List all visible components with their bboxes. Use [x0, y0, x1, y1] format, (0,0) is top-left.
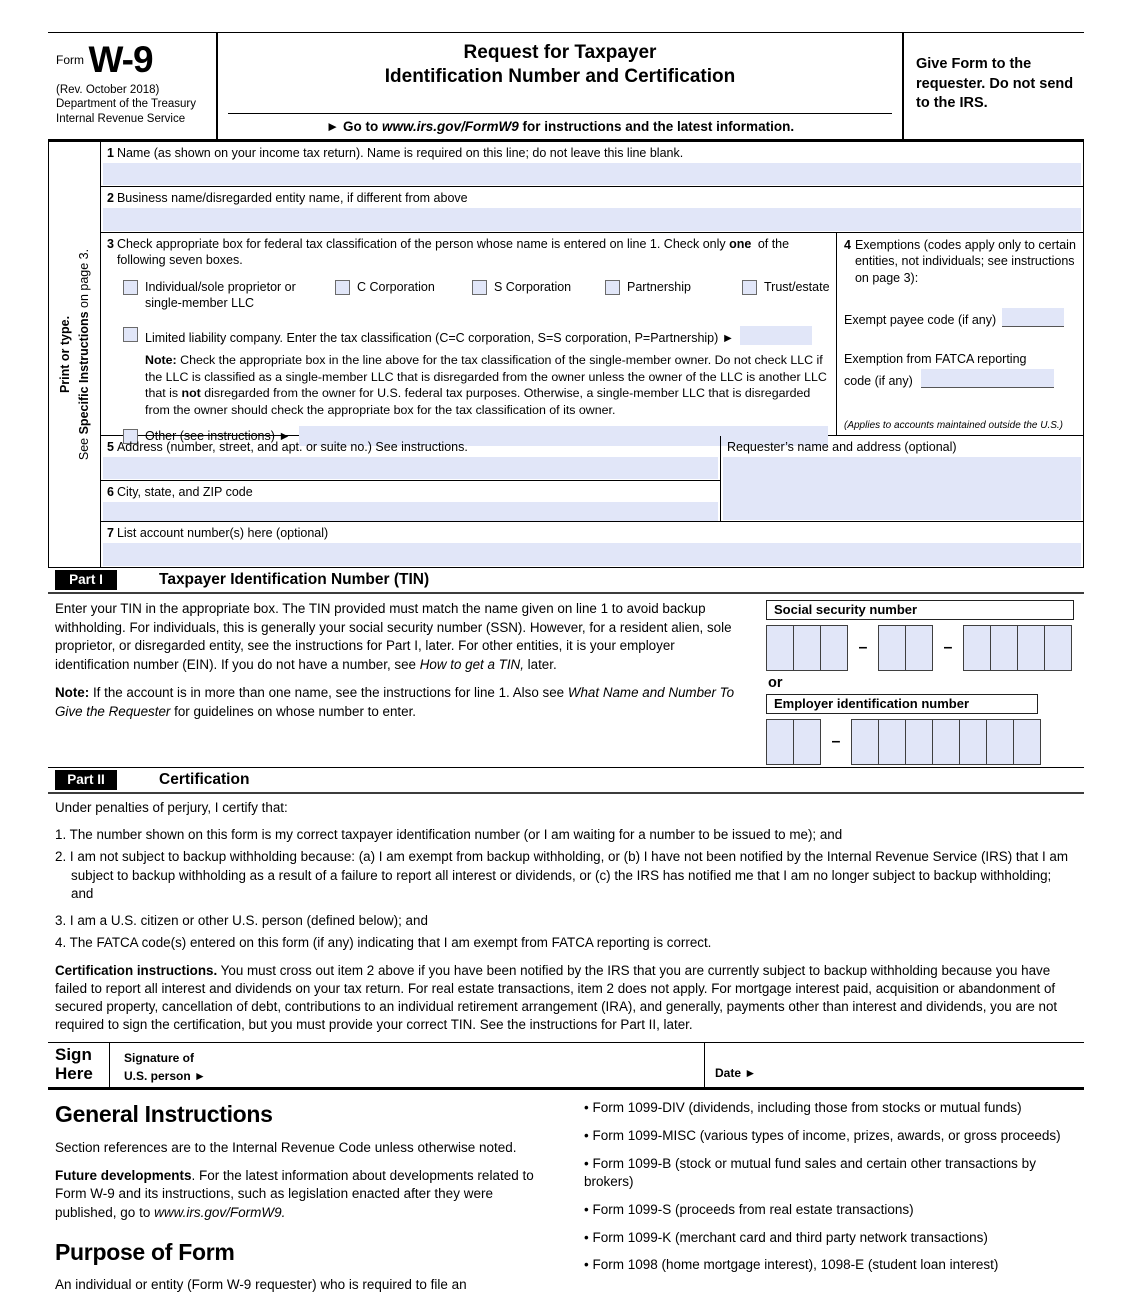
irs-url-link[interactable]: www.irs.gov/FormW9: [382, 119, 519, 134]
part2-body: [48, 794, 1084, 1043]
form-title-block: [218, 33, 902, 139]
bullet-1099-s: • Form 1099-S (proceeds from real estate transactions): [584, 1201, 914, 1217]
fatca-code-input[interactable]: [921, 369, 1054, 388]
give-form-note: Give Form to the requester. Do not send to the IRS.: [902, 33, 1084, 139]
ssn-input-cells: [766, 625, 1074, 671]
part1-note: Note: If the account is in more than one name, see the instructions for line 1. Also see What Name and Number To Give the Requester for guidelines on whose number to enter.: [55, 685, 735, 719]
line3-tax-classification: [101, 233, 837, 444]
instructions-right-column: [584, 1099, 1077, 1304]
individual-checkbox[interactable]: [123, 280, 138, 295]
future-developments-paragraph: Future developments. For the latest information about developments related to Form W-9 and its instructions, such as legislation enacted after they were published, go to www.irs.gov/FormW9.: [55, 1167, 534, 1221]
ein-label: Employer identification number: [766, 694, 1038, 714]
tin-cell[interactable]: [878, 625, 906, 671]
general-instructions-section: [48, 1090, 1084, 1304]
sign-here-label: Sign Here: [48, 1043, 110, 1087]
part2-header: [48, 768, 1084, 794]
part1-instructions: [48, 598, 760, 765]
ssn-label: Social security number: [766, 600, 1074, 620]
certification-item-1: 1. The number shown on this form is my correct taxpayer identification number (or I am waiting for a number to be issued to me); and: [55, 827, 843, 843]
line3-label: 3 Check appropriate box for federal tax classification of the person whose name is entered on line 1. Check only one of the following seven boxes.: [107, 237, 790, 268]
fatca-footnote: (Applies to accounts maintained outside the U.S.): [844, 420, 1064, 431]
w9-form: [48, 32, 1084, 1304]
requester-input[interactable]: [723, 457, 1081, 520]
checkbox-item-partnership: Partnership: [605, 279, 742, 313]
tin-cell-group: [963, 625, 1072, 671]
form-revision: (Rev. October 2018): [56, 84, 160, 96]
tin-cell[interactable]: [793, 625, 821, 671]
line1-name-row: [101, 142, 1083, 187]
form-number: W-9: [88, 39, 153, 80]
general-instructions-title: General Instructions: [55, 1101, 273, 1128]
line4-exemptions: [837, 233, 1083, 435]
form-title: Request for Taxpayer Identification Number and Certification: [384, 42, 736, 87]
line6-city-row: [101, 481, 720, 521]
date-label: Date ►: [715, 1066, 757, 1081]
certification-item-4: 4. The FATCA code(s) entered on this form (if any) indicating that I am exempt from FATCA reporting is correct.: [55, 935, 712, 951]
field-rows: [48, 142, 1084, 568]
line3-line4-row: [101, 233, 1083, 444]
certification-item-3: 3. I am a U.S. citizen or other U.S. person (defined below); and: [55, 913, 428, 929]
trust-estate-checkbox[interactable]: [742, 280, 757, 295]
tin-cell[interactable]: [1044, 625, 1072, 671]
bullet-1098: • Form 1098 (home mortgage interest), 1098-E (student loan interest): [584, 1257, 999, 1273]
tin-cell-group: [851, 719, 1041, 765]
or-label: or: [768, 675, 783, 691]
other-row: Other (see instructions) ►: [123, 426, 830, 446]
checkbox-item-trust-estate: Trust/estate: [742, 279, 830, 313]
name-input[interactable]: [103, 163, 1081, 185]
tin-cell[interactable]: [1017, 625, 1045, 671]
part1-body: [48, 594, 1084, 768]
partnership-checkbox[interactable]: [605, 280, 620, 295]
requester-label: Requester’s name and address (optional): [727, 440, 957, 454]
exempt-payee-row: Exempt payee code (if any): [844, 308, 1076, 327]
tin-cell[interactable]: [878, 719, 906, 765]
tin-cell[interactable]: [986, 719, 1014, 765]
llc-note: Note: Check the appropriate box in the line above for the tax classification of the single-member owner. Do not check LLC if the LLC is classified as a single-member LLC that is disregarded from the owner unless the owner of the LLC is another LLC that is not disregarded from the owner for U.S. federal tax purposes. Otherwise, a single-member LLC that is disregarded from the owner should check the appropriate box for the tax classification of its owner.: [145, 353, 827, 417]
certification-item-2: 2. I am not subject to backup withholding because: (a) I am exempt from backup withholding, or (b) I have not been notified by the Internal Revenue Service (IRS) that I am subject to backup withholding as a result of a failure to report all interest or dividends, or (c) the IRS has notified me that I am no longer subject to backup withholding; and: [55, 849, 1069, 901]
line4-label: 4 Exemptions (codes apply only to certain entities, not individuals; see instructions on page 3):: [844, 238, 1076, 285]
tin-dash: –: [943, 639, 953, 656]
s-corporation-checkbox[interactable]: [472, 280, 487, 295]
print-or-type-label: Print or type. See Specific Instructions on page 3.: [58, 248, 91, 461]
tin-cell[interactable]: [905, 625, 933, 671]
line2-label: 2 Business name/disregarded entity name, if different from above: [107, 191, 468, 205]
purpose-paragraph: An individual or entity (Form W-9 requester) who is required to file an: [55, 1277, 467, 1293]
tin-cell[interactable]: [820, 625, 848, 671]
llc-checkbox[interactable]: [123, 327, 138, 342]
tin-cell-group: [878, 625, 933, 671]
tin-cell[interactable]: [793, 719, 821, 765]
future-url-link[interactable]: www.irs.gov/FormW9.: [154, 1205, 286, 1221]
tin-cell-group: [766, 719, 821, 765]
requester-box: [721, 436, 1083, 521]
signature-cell: [110, 1043, 705, 1087]
exempt-payee-code-input[interactable]: [1002, 308, 1064, 327]
line7-account-row: [101, 522, 1083, 567]
tin-cell-group: [766, 625, 848, 671]
agency-line1: Department of the Treasury: [56, 98, 196, 111]
llc-classification-input[interactable]: [740, 326, 812, 345]
form-id-block: [48, 33, 218, 139]
tin-cell[interactable]: [959, 719, 987, 765]
line5-address-row: [101, 436, 720, 481]
bullet-1099-b: • Form 1099-B (stock or mutual fund sales and certain other transactions by brokers): [584, 1155, 1036, 1190]
ein-input-cells: [766, 719, 1074, 765]
bullet-1099-misc: • Form 1099-MISC (various types of income, prizes, awards, or gross proceeds): [584, 1128, 1061, 1144]
side-strip: [49, 142, 101, 567]
tin-cell[interactable]: [990, 625, 1018, 671]
fatca-row: code (if any): [844, 369, 1076, 388]
line2-business-name-row: [101, 187, 1083, 233]
tin-cell[interactable]: [905, 719, 933, 765]
tin-cell[interactable]: [1013, 719, 1041, 765]
bullet-1099-k: • Form 1099-K (merchant card and third party network transactions): [584, 1229, 988, 1245]
tin-boxes: [760, 598, 1084, 765]
tin-cell[interactable]: [766, 625, 794, 671]
certification-instructions: Certification instructions. You must cross out item 2 above if you have been notified by the IRS that you are currently subject to backup withholding because you have failed to report all interest and dividends on your tax return. For real estate transactions, item 2 does not apply. For mortgage interest paid, acquisition or abandonment of secured property, cancellation of debt, contributions to an individual retirement arrangement (IRA), and generally, payments other than interest and dividends, you are not required to sign the certification, but you must provide your correct TIN. See the instructions for Part II, later.: [55, 962, 1058, 1033]
line1-label: 1 Name (as shown on your income tax return). Name is required on this line; do not leave this line blank.: [107, 146, 684, 160]
section-references-paragraph: Section references are to the Internal Revenue Code unless otherwise noted.: [55, 1140, 517, 1156]
bullet-1099-div: • Form 1099-DIV (dividends, including those from stocks or mutual funds): [584, 1100, 1022, 1116]
part2-title: Certification: [159, 771, 250, 788]
checkbox-item-individual: Individual/sole proprietor or single-member LLC: [123, 279, 335, 313]
business-name-input[interactable]: [103, 208, 1081, 231]
instructions-left-column: [55, 1099, 548, 1304]
part1-title: Taxpayer Identification Number (TIN): [159, 571, 430, 588]
line6-label: 6 City, state, and ZIP code: [107, 485, 253, 499]
signature-input[interactable]: [206, 1043, 704, 1087]
line5-label: 5 Address (number, street, and apt. or suite no.) See instructions.: [107, 440, 468, 454]
tin-dash: –: [831, 733, 841, 750]
c-corporation-checkbox[interactable]: [335, 280, 350, 295]
line5-line6-row: [101, 436, 1083, 522]
form-header: [48, 32, 1084, 142]
tin-cell[interactable]: [963, 625, 991, 671]
signature-label: Signature of U.S. person ►: [124, 1051, 206, 1084]
tin-cell[interactable]: [932, 719, 960, 765]
fatca-label-line1: Exemption from FATCA reporting: [844, 351, 1027, 366]
part1-badge: Part I: [55, 570, 117, 590]
tin-dash: –: [858, 639, 868, 656]
goto-instructions-line: ► Go to www.irs.gov/FormW9 for instructions and the latest information.: [228, 113, 892, 134]
tin-cell[interactable]: [766, 719, 794, 765]
city-state-zip-input[interactable]: [103, 502, 718, 521]
classification-checkboxes: [123, 279, 830, 313]
checkbox-item-c-corporation: C Corporation: [335, 279, 472, 313]
part1-header: [48, 568, 1084, 594]
tin-cell[interactable]: [851, 719, 879, 765]
address-input[interactable]: [103, 457, 718, 479]
date-cell: [705, 1043, 1084, 1087]
line7-label: 7 List account number(s) here (optional): [107, 526, 329, 540]
agency-line2: Internal Revenue Service: [56, 112, 186, 125]
purpose-of-form-title: Purpose of Form: [55, 1238, 235, 1265]
certification-intro: Under penalties of perjury, I certify that:: [55, 800, 288, 815]
account-numbers-input[interactable]: [103, 543, 1081, 566]
part2-badge: Part II: [55, 770, 117, 790]
checkbox-item-s-corporation: S Corporation: [472, 279, 605, 313]
part1-paragraph: Enter your TIN in the appropriate box. The TIN provided must match the name given on line 1 to avoid backup withholding. For individuals, this is generally your social security number (SSN). However, for a resident alien, sole proprietor, or disregarded entity, see the instructions for Part I, later. For other entities, it is your employer identification number (EIN). If you do not have a number, see How to get a TIN, later.: [55, 601, 732, 672]
signature-row: [48, 1043, 1084, 1090]
form-word: Form: [56, 53, 84, 67]
llc-row: Limited liability company. Enter the tax classification (C=C corporation, S=S corporation, P=Partnership) ►: [123, 326, 830, 345]
